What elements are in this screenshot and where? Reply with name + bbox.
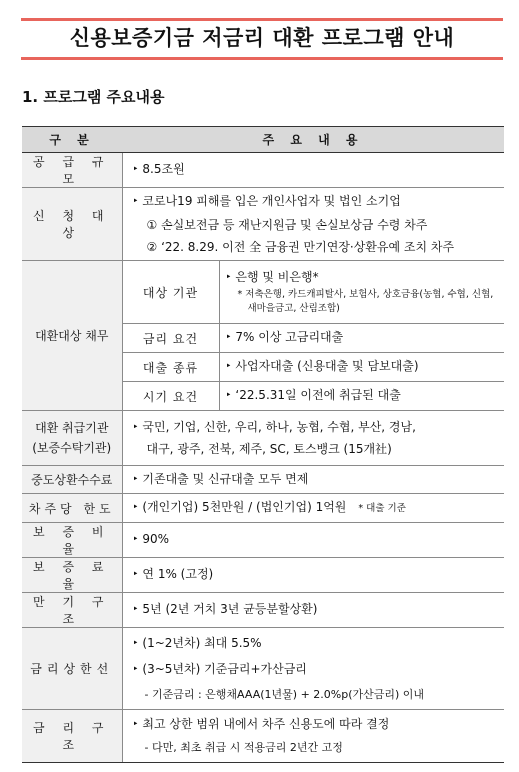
row-label: 보 증 비 율 [22,523,122,558]
footnote-text: * 저축은행, 카드캐피탈사, 보험사, 상호금융(농협, 수협, 신협, [237,289,494,300]
indented-text: ① 손실보전금 등 재난지원금 및 손실보상금 수령 차주 [146,218,428,232]
row-content [219,324,504,353]
indented-text: ② ‘22. 8.29. 이전 全 금융권 만기연장·상환유예 조치 차주 [146,240,455,254]
row-content [122,558,504,593]
row-content [122,628,504,710]
bullet-text: ‣ 90% [133,528,505,552]
row-content [122,494,504,523]
table-row-structure [22,710,504,763]
bullet-text: ‣ (3~5년차) 기준금리+가산금리 [133,657,505,683]
row-content [122,593,504,628]
table-row-supply [22,153,504,188]
table-row-debt-institution [22,261,504,324]
table-row-prepay [22,466,504,494]
row-content [122,188,504,261]
limit-content [133,496,505,520]
header-content: 주 요 내 용 [122,127,504,153]
row-label: 차주당 한도 [22,494,122,523]
row-content [219,353,504,382]
bullet-text: ‣ 코로나19 피해를 입은 개인사업자 및 법인 소기업 [133,190,505,214]
bullet-text: ‣ 국민, 기업, 신한, 우리, 하나, 농협, 수협, 부산, 경남, [133,417,505,439]
row-label: 대환대상 채무 [22,261,122,411]
bullet-text: ‣ 연 1% (고정) [133,563,505,587]
row-label-line: (보증수탁기관) [32,441,112,455]
table-row-cap [22,628,504,710]
table-row-banks [22,411,504,466]
bullet-text: ‣ 기존대출 및 신규대출 모두 면제 [133,468,505,492]
row-content [122,710,504,763]
row-content [122,523,504,558]
bullet-text: ‣ 최고 상한 범위 내에서 차주 신용도에 따라 결정 [133,713,505,737]
row-label: 공 급 규 모 [22,153,122,188]
bullet-text: ‣ 5년 (2년 거치 3년 균등분할상환) [133,598,505,622]
sub-note-text: - 기준금리 : 은행채AAA(1년물) + 2.0%p(가산금리) 이내 [144,687,425,701]
row-content [219,382,504,411]
row-label: 중도상환수수료 [22,466,122,494]
bullet-text: ‣ 사업자대출 (신용대출 및 담보대출) [226,355,505,379]
title-rule-top [21,18,503,21]
sub-label: 금리 요건 [122,324,219,353]
row-label: 신 청 대 상 [22,188,122,261]
title-banner [21,18,503,60]
row-label-line: 대환 취급기관 [35,421,109,435]
table-row-term [22,593,504,628]
section-heading: 1. 프로그램 주요내용 [22,88,165,106]
row-label: 보 증 료 율 [22,558,122,593]
sub-label: 대상 기관 [122,261,219,324]
sub-label: 시기 요건 [122,382,219,411]
sub-note-text: - 다만, 최초 취급 시 적용금리 2년간 고정 [144,741,343,754]
header-category: 구 분 [22,127,122,153]
row-label [22,411,122,466]
bullet-text: ‣ 7% 이상 고금리대출 [226,326,505,350]
page-title: 신용보증기금 저금리 대환 프로그램 안내 [69,26,455,50]
table-row-limit [22,494,504,523]
table-row-ratio [22,523,504,558]
indented-text: 대구, 광주, 전북, 제주, SC, 토스뱅크 (15개社) [146,442,392,456]
row-content [219,261,504,324]
row-label: 금 리 구 조 [22,710,122,763]
row-content [122,153,504,188]
program-table [22,126,504,763]
footnote-text: 새마을금고, 산림조합) [247,303,340,314]
sub-label: 대출 종류 [122,353,219,382]
table-row-fee [22,558,504,593]
row-content [122,411,504,466]
table-header-row [22,127,504,153]
bullet-text: ‣ ‘22.5.31일 이전에 취급된 대출 [226,384,505,408]
title-rule-bottom [21,57,503,60]
bullet-text: ‣ 8.5조원 [133,158,505,182]
bullet-text: ‣ 은행 및 비은행* [226,268,505,288]
table-row-applicant [22,188,504,261]
row-label: 금리상한선 [22,628,122,710]
footnote-text: * 대출 기준 [358,503,406,514]
row-label: 만 기 구 조 [22,593,122,628]
bullet-text: ‣ (개인기업) 5천만원 / (법인기업) 1억원 [133,500,347,514]
bullet-text: ‣ (1~2년차) 최대 5.5% [133,631,505,657]
row-content [122,466,504,494]
